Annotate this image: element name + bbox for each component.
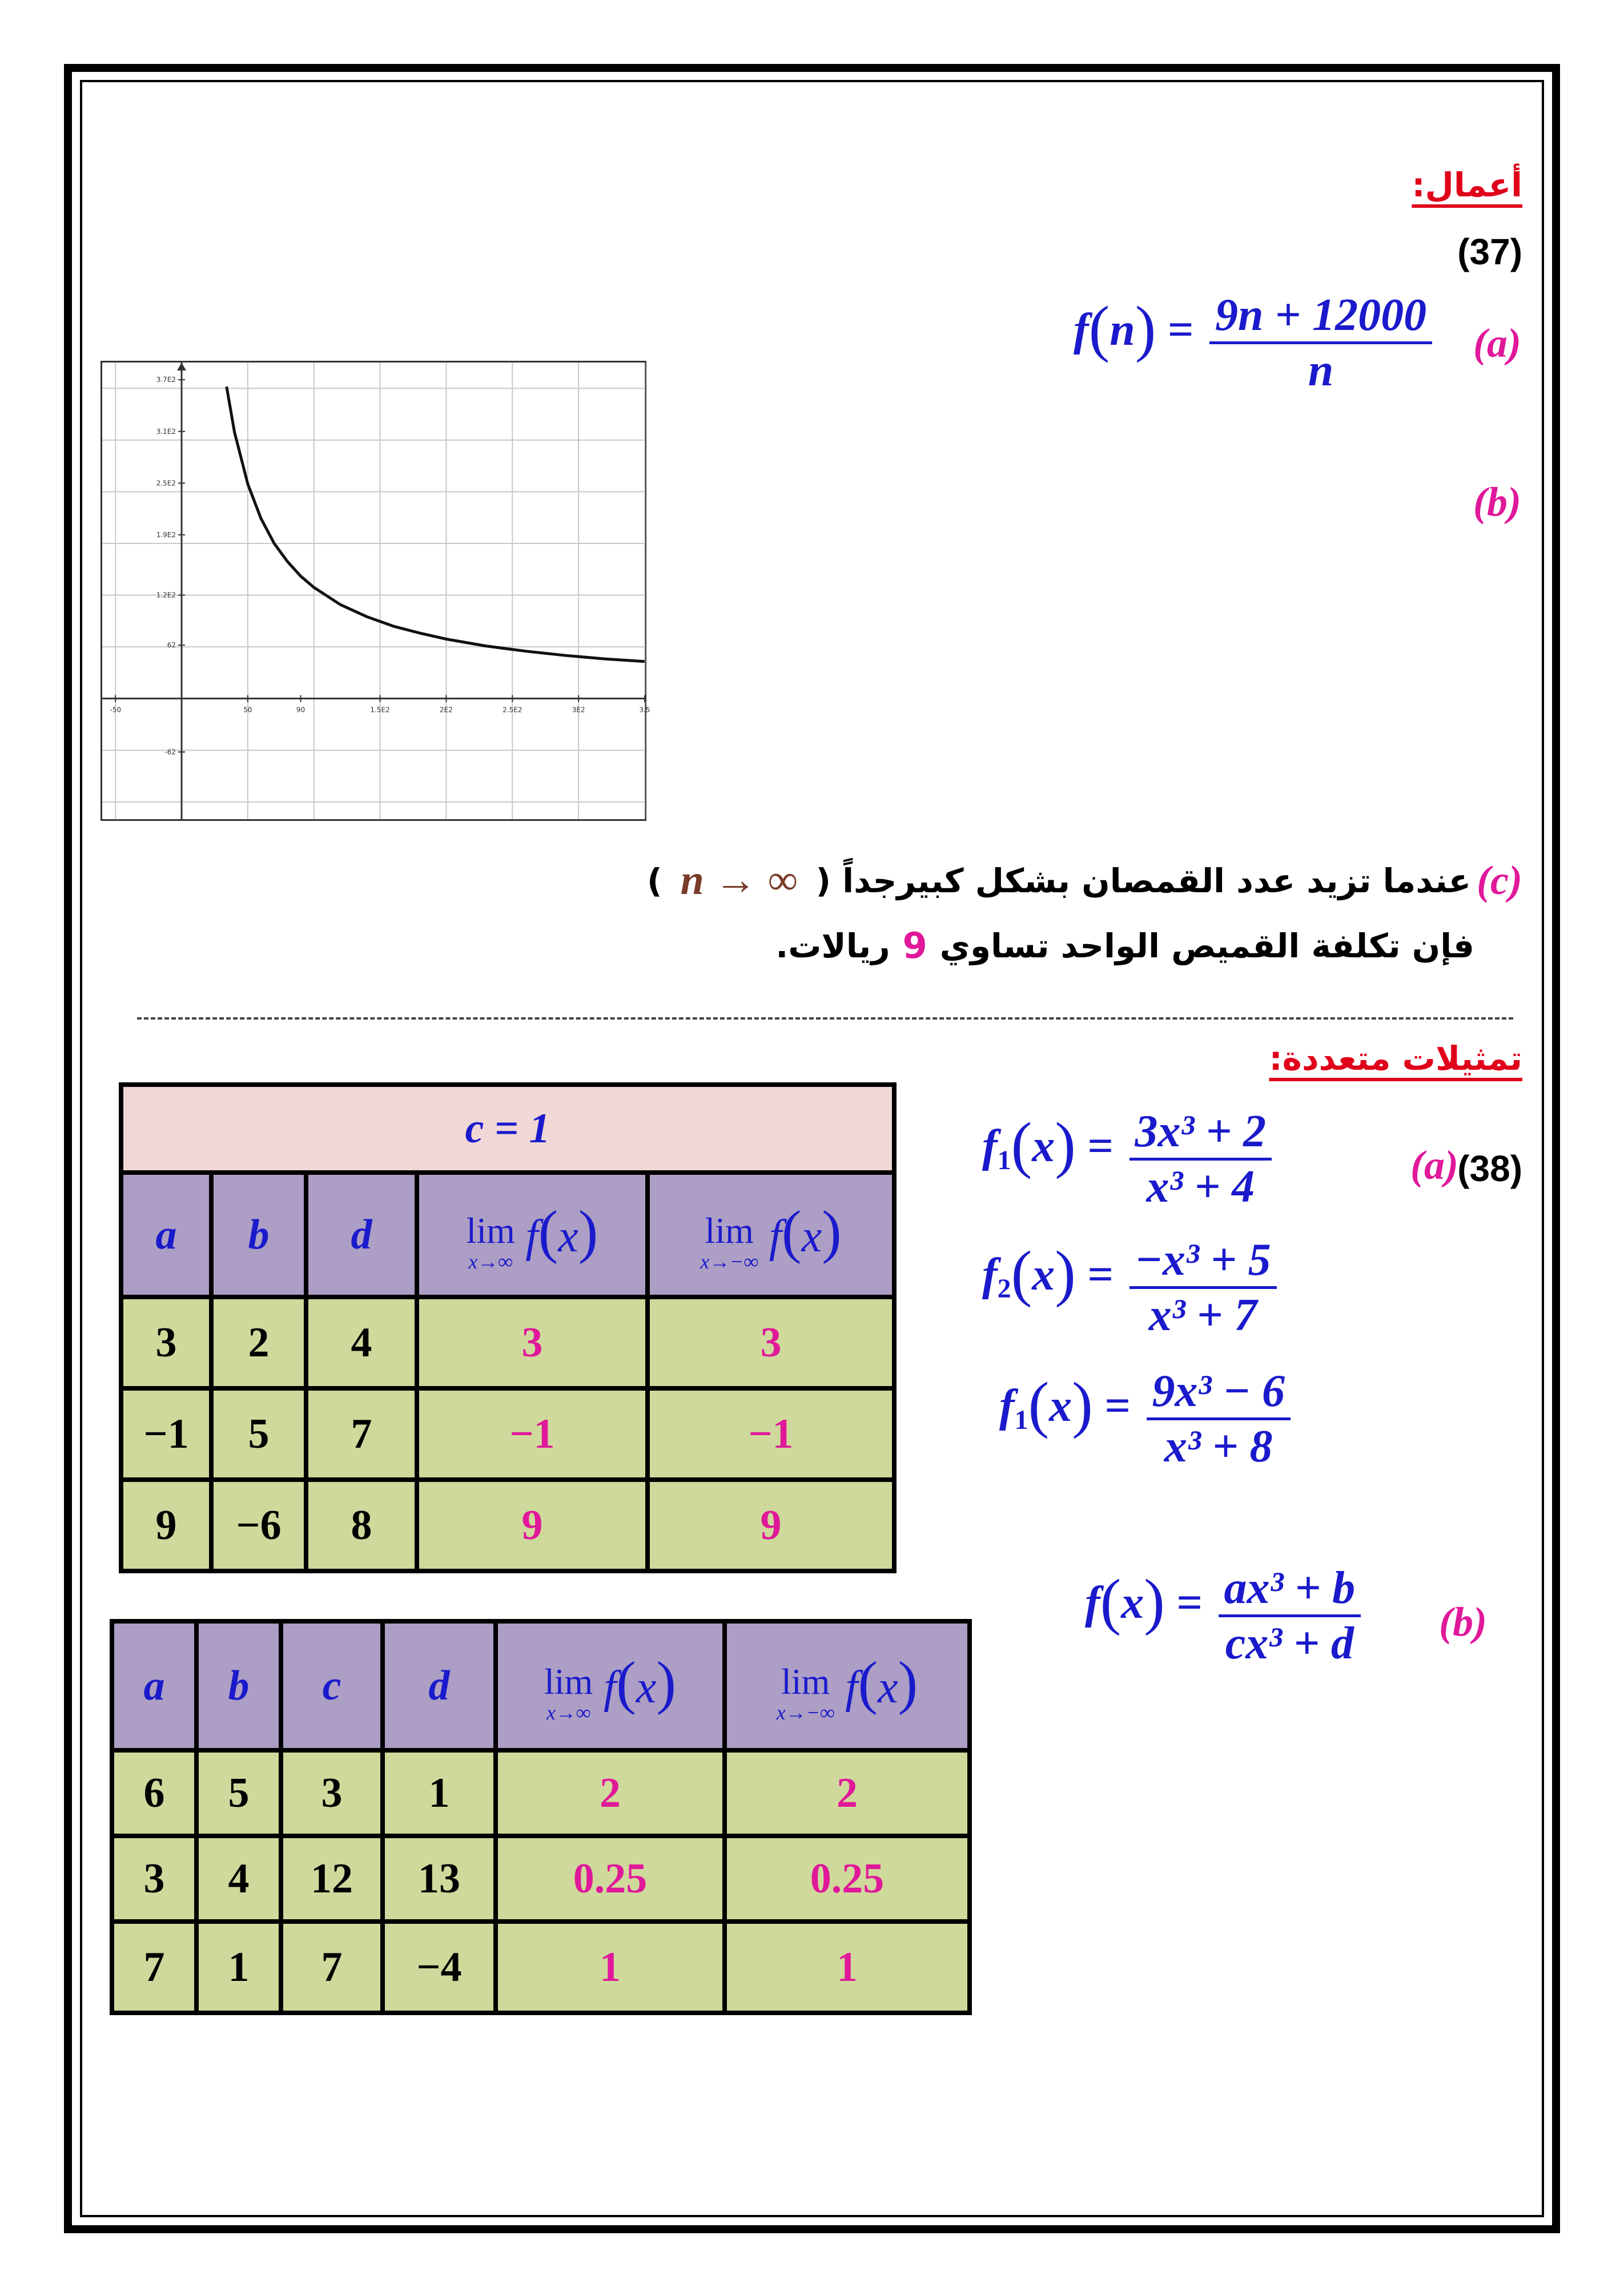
table-general <box>110 1619 972 2015</box>
formula-a: f(n) = $\frac{9n + 12000}{n}$ <box>1074 291 1437 394</box>
table-cell: 8 <box>306 1480 417 1571</box>
x-tick-label: -50 <box>110 706 121 714</box>
y-tick-label: -62 <box>164 748 176 756</box>
limit-expression: n → ∞ <box>680 857 798 904</box>
f1-denominator: x³ + 4 <box>1146 1162 1255 1212</box>
part-c-label: (c) <box>1477 857 1522 903</box>
table1-title: c = 1 <box>121 1085 894 1173</box>
table-cell: 2 <box>725 1750 970 1836</box>
table-c-equals-1 <box>119 1082 897 1573</box>
f3-numerator: 9x³ − 6 <box>1147 1367 1291 1420</box>
table-row <box>112 1750 970 1836</box>
table-row <box>121 1297 894 1388</box>
table-cell: 5 <box>196 1750 281 1836</box>
y-tick-label: 2.5E2 <box>156 479 176 488</box>
function-graph <box>101 361 650 821</box>
table-cell: −1 <box>121 1388 211 1480</box>
general-denominator: cx³ + d <box>1225 1618 1354 1669</box>
table-cell: 12 <box>281 1836 383 1922</box>
x-tick-label: 2.5E2 <box>503 706 522 714</box>
table2-header-d: d <box>383 1621 496 1750</box>
part-a-label: (a) <box>1473 320 1521 366</box>
table1-header-b: b <box>211 1173 306 1297</box>
formula-f3: $f_1(x)$ = $\frac{\text{9x³ − 6}}{\text{x³ + 8}}$ <box>999 1367 1295 1471</box>
y-tick-label: 3.7E2 <box>156 376 176 384</box>
x-tick-label: 3.5 <box>639 706 650 714</box>
part-b-label: (b) <box>1473 479 1521 525</box>
x-tick-label: 2E2 <box>440 706 453 714</box>
y-axis-arrow <box>177 362 186 370</box>
general-numerator: ax³ + b <box>1219 1564 1361 1617</box>
graph-canvas <box>102 362 650 819</box>
table-row <box>112 1836 970 1922</box>
table2-header-b: b <box>196 1621 281 1750</box>
part-b-label-38: (b) <box>1439 1599 1487 1645</box>
table-cell: 3 <box>112 1836 196 1922</box>
table-cell: 3 <box>281 1750 383 1836</box>
y-tick-label: 62 <box>167 641 176 650</box>
table-cell: 1 <box>383 1750 496 1836</box>
formula-f2: $f_2(x)$ = $\frac{\text{−x³ + 5}}{\text{x³ + 7}}$ <box>982 1236 1281 1339</box>
conclusion-sentence-1: عندما تزيد عدد القمصان بشكل كبيرجداً ( <box>815 861 1472 900</box>
table-cell: −1 <box>648 1388 894 1480</box>
table-cell: 5 <box>211 1388 306 1480</box>
close-paren: ) <box>647 861 662 900</box>
table1-header-a: a <box>121 1173 211 1297</box>
f3-denominator: x³ + 8 <box>1164 1421 1273 1472</box>
table-cell: 1 <box>725 1922 970 2013</box>
table-row <box>121 1388 894 1480</box>
table-cell: 1 <box>196 1922 281 2013</box>
table-cell: 9 <box>417 1480 648 1571</box>
part-c-line2 <box>775 925 1474 966</box>
table2-header-lim-pos: lim x→∞ f(x) <box>496 1621 725 1750</box>
table-cell: −4 <box>383 1922 496 2013</box>
table-cell: 1 <box>496 1922 725 2013</box>
formula-general: f(x) = $\frac{\text{ax³ + b}}{\text{cx³ + d}}$ <box>1085 1564 1365 1667</box>
table1-header-lim-pos: lim x→∞ f(x) <box>417 1173 648 1297</box>
table-cell: 7 <box>112 1922 196 2013</box>
table2-header-c: c <box>281 1621 383 1750</box>
f2-numerator: −x³ + 5 <box>1129 1236 1277 1289</box>
section-heading-representations: تمثيلات متعددة: <box>1269 1039 1522 1078</box>
table-row <box>112 1922 970 2013</box>
table-cell: 0.25 <box>725 1836 970 1922</box>
x-tick-label: 50 <box>243 706 252 714</box>
function-curve <box>227 386 645 662</box>
table-cell: 7 <box>306 1388 417 1480</box>
table-cell: −1 <box>417 1388 648 1480</box>
table-cell: 3 <box>648 1297 894 1388</box>
y-tick-label: 1.9E2 <box>156 530 176 539</box>
fraction-denominator: n <box>1308 345 1334 396</box>
x-tick-label: 3E2 <box>572 706 585 714</box>
table-cell: 4 <box>196 1836 281 1922</box>
y-tick-label: 1.2E2 <box>156 591 176 599</box>
table-cell: 13 <box>383 1836 496 1922</box>
section-heading-business: أعمال: <box>1412 166 1522 204</box>
problem-number-38: (38) <box>1457 1148 1522 1189</box>
table-cell: −6 <box>211 1480 306 1571</box>
table1-header-d: d <box>306 1173 417 1297</box>
table-cell: 2 <box>211 1297 306 1388</box>
table2-header-lim-neg: lim x→−∞ f(x) <box>725 1621 970 1750</box>
table-cell: 3 <box>121 1297 211 1388</box>
conclusion-sentence-2b: ريالات. <box>775 926 890 965</box>
table-cell: 9 <box>121 1480 211 1571</box>
table-cell: 2 <box>496 1750 725 1836</box>
fraction-numerator: 9n + 12000 <box>1209 291 1432 344</box>
part-c-line1 <box>647 856 1522 905</box>
x-tick-label: 1.5E2 <box>370 706 390 714</box>
table-row <box>121 1480 894 1571</box>
table-cell: 3 <box>417 1297 648 1388</box>
table-cell: 4 <box>306 1297 417 1388</box>
y-tick-label: 3.1E2 <box>156 427 176 436</box>
x-tick-label: 90 <box>296 706 305 714</box>
table-cell: 6 <box>112 1750 196 1836</box>
f1-numerator: 3x³ + 2 <box>1129 1107 1272 1161</box>
f2-denominator: x³ + 7 <box>1148 1290 1257 1340</box>
conclusion-sentence-2a: فإن تكلفة القميص الواحد تساوي <box>939 926 1474 965</box>
table-cell: 7 <box>281 1922 383 2013</box>
cost-value: 9 <box>902 925 927 966</box>
table-cell: 9 <box>648 1480 894 1571</box>
table1-header-lim-neg: lim x→−∞ f(x) <box>648 1173 894 1297</box>
problem-number-37: (37) <box>1457 231 1522 272</box>
formula-f1: $f_1(x)$ = $\frac{\text{3x³ + 2}}{\text{x³ + 4}}$ <box>982 1107 1276 1211</box>
part-a-label-38: (a) <box>1410 1142 1458 1188</box>
section-divider <box>137 1017 1513 1020</box>
table-cell: 0.25 <box>496 1836 725 1922</box>
table2-header-a: a <box>112 1621 196 1750</box>
